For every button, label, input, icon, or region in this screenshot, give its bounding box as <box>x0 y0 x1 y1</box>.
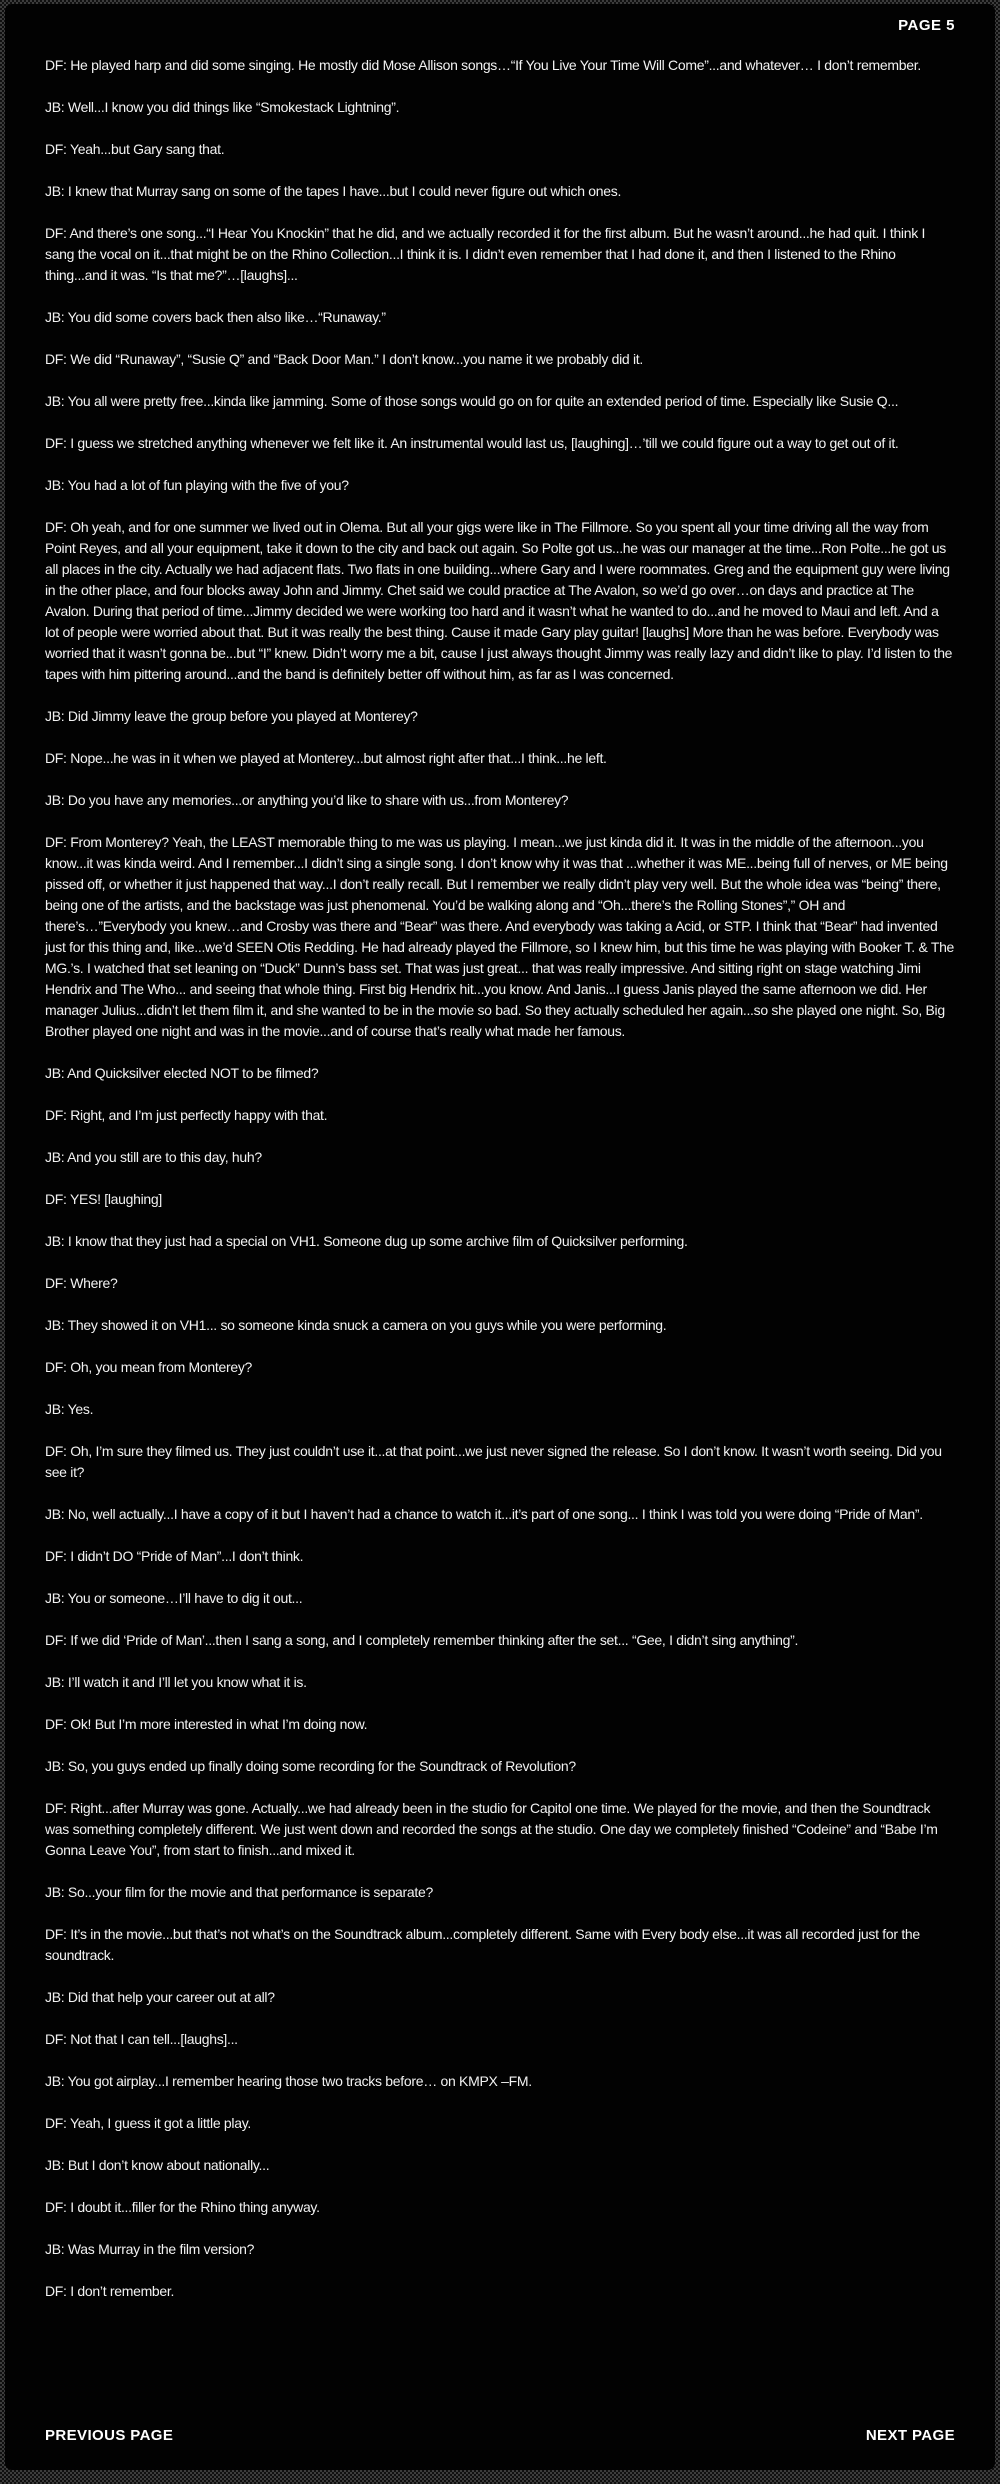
transcript-paragraph: JB: Do you have any memories...or anything you’d like to share with us...from Monterey? <box>45 792 569 808</box>
transcript-paragraph: DF: I didn’t DO “Pride of Man”...I don’t think. <box>45 1548 304 1564</box>
transcript-paragraph: JB: You had a lot of fun playing with the five of you? <box>45 477 349 493</box>
transcript-paragraph: DF: Nope...he was in it when we played at Monterey...but almost right after that...I think...he left. <box>45 750 607 766</box>
transcript <box>45 55 955 2302</box>
transcript-paragraph: DF: Not that I can tell...[laughs]... <box>45 2031 238 2047</box>
transcript-paragraph: JB: Well...I know you did things like “Smokestack Lightning”. <box>45 99 400 115</box>
page-content <box>5 4 995 2302</box>
page <box>5 4 995 2470</box>
transcript-paragraph: DF: Yeah...but Gary sang that. <box>45 141 225 157</box>
transcript-paragraph: DF: Oh, I’m sure they filmed us. They just couldn’t use it...at that point...we just never signed the release. So I don’t know. It wasn’t worth seeing. Did you see it? <box>45 1443 942 1480</box>
page-number: PAGE 5 <box>898 17 955 34</box>
transcript-paragraph: JB: No, well actually...I have a copy of it but I haven’t had a chance to watch it...it’s part of one song... I think I was told you were doing “Pride of Man”. <box>45 1506 923 1522</box>
transcript-paragraph: DF: I doubt it...filler for the Rhino thing anyway. <box>45 2199 320 2215</box>
transcript-paragraph: JB: I knew that Murray sang on some of the tapes I have...but I could never figure out which ones. <box>45 183 622 199</box>
transcript-paragraph: JB: So, you guys ended up finally doing some recording for the Soundtrack of Revolution? <box>45 1758 576 1774</box>
transcript-paragraph: DF: If we did ‘Pride of Man’...then I sang a song, and I completely remember thinking after the set... “Gee, I didn’t sing anything”. <box>45 1632 799 1648</box>
transcript-paragraph: JB: They showed it on VH1... so someone kinda snuck a camera on you guys while you were performing. <box>45 1317 667 1333</box>
transcript-paragraph: JB: You all were pretty free...kinda like jamming. Some of those songs would go on for quite an extended period of time. Especially like Susie Q... <box>45 393 899 409</box>
transcript-paragraph: DF: From Monterey? Yeah, the LEAST memorable thing to me was us playing. I mean...we just kinda did it. It was in the middle of the afternoon...you know...it was kinda weird. And I remember...I didn’t sing a single song. I don’t know why it was that ...whether it was ME...being full of nerves, or ME being pissed off, or whether it just happened that way...I don’t really recall. But I remember we really didn’t play very well. But the whole idea was “being” there, being one of the artists, and the backstage was just phenomenal. You’d be walking along and “Oh...there’s the Rolling Stones”,” OH and there’s…”Everybody you knew…and Crosby was there and “Bear” was there. And everybody was taking a Acid, or STP. I think that “Bear” had invented just for this thing and, like...we’d SEEN Otis Redding. He had already played the Fillmore, so I knew him, but this time he was playing with Booker T. & The MG.’s. I watched that set leaning on “Duck” Dunn’s bass set. That was just great... that was really impressive. And sitting right on stage watching Jimi Hendrix and The Who... and seeing that whole thing. First big Hendrix hit...you know. And Janis...I guess Janis played the same afternoon we did. Her manager Julius...didn’t let them film it, and she wanted to be in the movie so bad. So they actually scheduled her again...so she played one night. So, Big Brother played one night and was in the movie...and of course that’s really what made her famous. <box>45 834 955 1039</box>
transcript-paragraph: DF: Ok! But I’m more interested in what I’m doing now. <box>45 1716 368 1732</box>
transcript-paragraph: JB: I know that they just had a special on VH1. Someone dug up some archive film of Quicksilver performing. <box>45 1233 688 1249</box>
transcript-paragraph: DF: Oh, you mean from Monterey? <box>45 1359 253 1375</box>
transcript-paragraph: DF: Yeah, I guess it got a little play. <box>45 2115 251 2131</box>
transcript-paragraph: JB: But I don’t know about nationally... <box>45 2157 270 2173</box>
transcript-paragraph: JB: And Quicksilver elected NOT to be filmed? <box>45 1065 319 1081</box>
transcript-paragraph: JB: You got airplay...I remember hearing those two tracks before… on KMPX –FM. <box>45 2073 532 2089</box>
transcript-paragraph: JB: I’ll watch it and I’ll let you know what it is. <box>45 1674 307 1690</box>
transcript-paragraph: JB: Was Murray in the film version? <box>45 2241 255 2257</box>
transcript-paragraph: DF: And there’s one song...“I Hear You Knockin” that he did, and we actually recorded it for the first album. But he wasn’t around...he had quit. I think I sang the vocal on it...that might be on the Rhino Collection...I think it is. I didn’t even remember that I had done it, and then I listened to the Rhino thing...and it was. “Is that me?”…[laughs]... <box>45 225 926 283</box>
transcript-paragraph: DF: Oh yeah, and for one summer we lived out in Olema. But all your gigs were like in The Fillmore. So you spent all your time driving all the way from Point Reyes, and all your equipment, take it down to the city and back out again. So Polte got us...he was our manager at the time...Ron Polte...he got us all places in the city. Actually we had adjacent flats. Two flats in one building...where Gary and I were roommates. Greg and the equipment guy were living in the other place, and four blocks away John and Jimmy. Chet said we could practice at The Avalon, so we’d go over…on days and practice at The Avalon. During that period of time...Jimmy decided we were working too hard and it wasn’t what he wanted to do...and he moved to Maui and left. And a lot of people were worried about that. But it was really the best thing. Cause it made Gary play guitar! [laughs] More than he was before. Everybody was worried that it wasn’t gonna be...but “I” knew. Didn’t worry me a bit, cause I just always thought Jimmy was really lazy and didn’t like to play. I’d listen to the tapes with him pittering around...and the band is definitely better off without him, as far as I was concerned. <box>45 519 953 682</box>
transcript-paragraph: DF: Right...after Murray was gone. Actually...we had already been in the studio for Capitol one time. We played for the movie, and then the Soundtrack was something completely different. We just went down and recorded the songs at the studio. One day we completely finished “Codeine” and “Babe I’m Gonna Leave You”, from start to finish...and mixed it. <box>45 1800 938 1858</box>
previous-page-link[interactable]: PREVIOUS PAGE <box>45 2427 174 2444</box>
next-page-link[interactable]: NEXT PAGE <box>865 2427 955 2444</box>
transcript-paragraph: JB: Did that help your career out at all? <box>45 1989 275 2005</box>
transcript-paragraph: DF: I don’t remember. <box>45 2283 175 2299</box>
transcript-paragraph: DF: We did “Runaway”, “Susie Q” and “Back Door Man.” I don’t know...you name it we probably did it. <box>45 351 643 367</box>
transcript-paragraph: JB: Yes. <box>45 1401 94 1417</box>
footer-nav <box>45 2427 955 2444</box>
transcript-paragraph: DF: He played harp and did some singing. He mostly did Mose Allison songs…“If You Live Your Time Will Come”...and whatever… I don’t remember. <box>45 57 921 73</box>
transcript-paragraph: JB: You or someone…I’ll have to dig it out... <box>45 1590 303 1606</box>
transcript-paragraph: JB: Did Jimmy leave the group before you played at Monterey? <box>45 708 418 724</box>
transcript-paragraph: JB: So...your film for the movie and that performance is separate? <box>45 1884 433 1900</box>
transcript-paragraph: DF: It’s in the movie...but that’s not what’s on the Soundtrack album...completely different. Same with Every body else...it was all recorded just for the soundtrack. <box>45 1926 920 1963</box>
transcript-paragraph: DF: YES! [laughing] <box>45 1191 162 1207</box>
transcript-paragraph: DF: Right, and I’m just perfectly happy with that. <box>45 1107 328 1123</box>
transcript-paragraph: DF: Where? <box>45 1275 118 1291</box>
transcript-paragraph: DF: I guess we stretched anything whenever we felt like it. An instrumental would last us, [laughing]…’till we could figure out a way to get out of it. <box>45 435 899 451</box>
transcript-paragraph: JB: You did some covers back then also like…“Runaway.” <box>45 309 386 325</box>
transcript-paragraph: JB: And you still are to this day, huh? <box>45 1149 262 1165</box>
